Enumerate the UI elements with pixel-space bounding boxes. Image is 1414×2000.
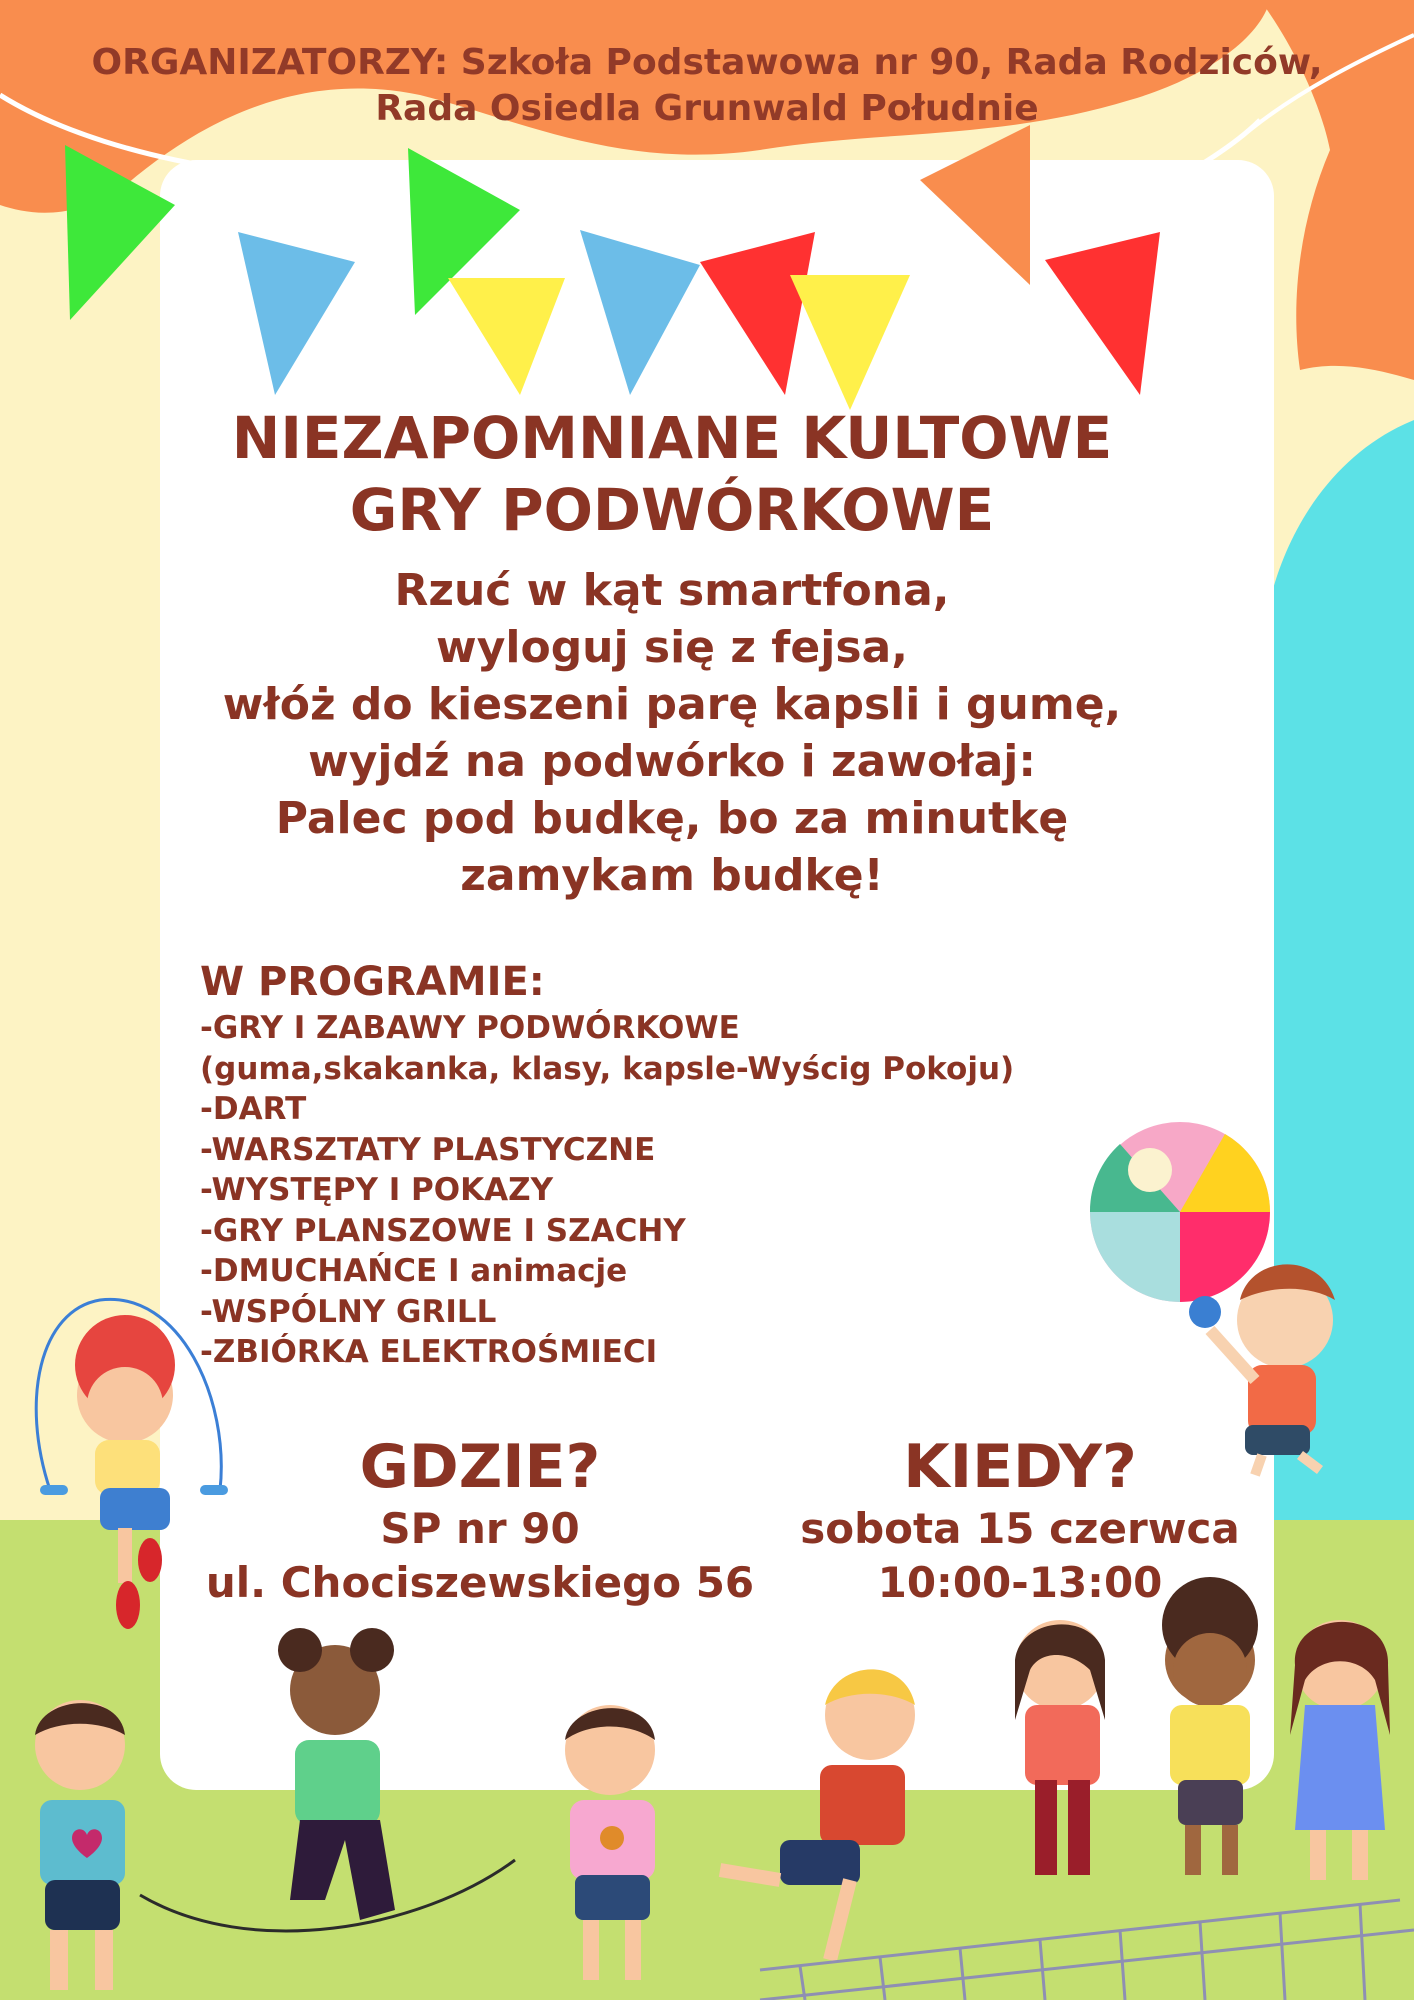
- where-line-2: ul. Chociszewskiego 56: [205, 1558, 755, 1607]
- when-line-2: 10:00-13:00: [877, 1558, 1163, 1607]
- where-section: [180, 1432, 780, 1610]
- where-heading: GDZIE?: [359, 1432, 601, 1502]
- organizers-line-2: Rada Osiedla Grunwald Południe: [375, 88, 1039, 129]
- intro-line: wyloguj się z fejsa,: [436, 622, 908, 673]
- title-line-2: GRY PODWÓRKOWE: [349, 476, 995, 544]
- when-line-1: sobota 15 czerwca: [800, 1504, 1240, 1553]
- title-line-1: NIEZAPOMNIANE KULTOWE: [231, 404, 1113, 472]
- program-heading: W PROGRAMIE:: [200, 959, 545, 1005]
- program-item: -GRY PLANSZOWE I SZACHY: [200, 1212, 686, 1249]
- intro-line: Palec pod budkę, bo za minutkę: [275, 793, 1069, 844]
- when-section: [780, 1432, 1260, 1610]
- program-item: -WYSTĘPY I POKAZY: [200, 1172, 554, 1208]
- program-item: -ZBIÓRKA ELEKTROŚMIECI: [200, 1334, 658, 1370]
- program-item: -GRY I ZABAWY PODWÓRKOWE: [200, 1010, 740, 1046]
- intro-text: [160, 562, 1184, 904]
- where-line-1: SP nr 90: [380, 1504, 580, 1553]
- page-title: [160, 402, 1184, 546]
- intro-line: wyjdź na podwórko i zawołaj:: [308, 736, 1036, 787]
- intro-line: zamykam budkę!: [460, 850, 884, 901]
- intro-line: włóż do kieszeni parę kapsli i gumę,: [222, 679, 1122, 730]
- organizers-text: [0, 40, 1414, 132]
- program-item: -WSPÓLNY GRILL: [200, 1293, 497, 1330]
- when-heading: KIEDY?: [903, 1432, 1137, 1502]
- program-item: (guma,skakanka, klasy, kapsle-Wyścig Pokoju): [200, 1050, 1015, 1087]
- program-item: -DMUCHAŃCE I animacje: [200, 1253, 628, 1289]
- program-item: -WARSZTATY PLASTYCZNE: [200, 1131, 656, 1168]
- intro-line: Rzuć w kąt smartfona,: [394, 565, 950, 616]
- program-item: -DART: [200, 1091, 307, 1127]
- program-list: [200, 1008, 1014, 1373]
- organizers-line-1: ORGANIZATORZY: Szkoła Podstawowa nr 90, Rada Rodziców,: [91, 42, 1323, 83]
